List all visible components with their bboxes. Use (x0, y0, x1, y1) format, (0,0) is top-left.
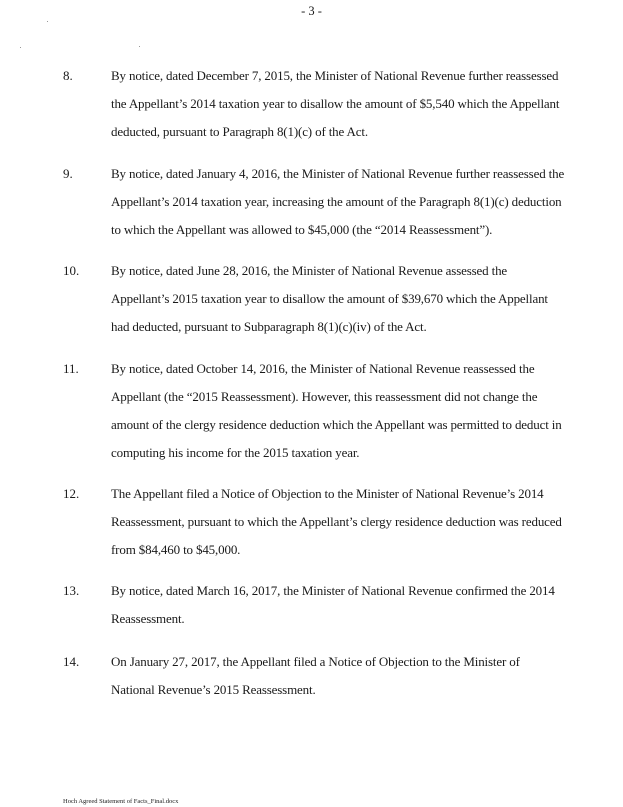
paragraph-line: The Appellant filed a Notice of Objection to the Minister of National Revenue’s 2014 (111, 486, 544, 501)
paragraph-line: National Revenue’s 2015 Reassessment. (111, 682, 316, 697)
paragraph-line: Reassessment. (111, 611, 185, 626)
paragraph-line: Appellant’s 2015 taxation year to disallow the amount of $39,670 which the Appellant (111, 291, 548, 306)
paragraph-number: 14. (63, 654, 80, 669)
paragraph-number: 11. (63, 361, 79, 376)
paragraph-line: By notice, dated January 4, 2016, the Minister of National Revenue further reassessed the (111, 166, 565, 181)
paragraph-line: By notice, dated June 28, 2016, the Minister of National Revenue assessed the (111, 263, 508, 278)
paragraph-line: the Appellant’s 2014 taxation year to disallow the amount of $5,540 which the Appellant (111, 96, 560, 111)
paragraph-line: amount of the clergy residence deduction which the Appellant was permitted to deduct in (111, 417, 562, 432)
paragraph-number: 10. (63, 263, 80, 278)
paragraph-number: 9. (63, 166, 73, 181)
scan-speck (47, 21, 48, 22)
paragraph-line: By notice, dated October 14, 2016, the Minister of National Revenue reassessed the (111, 361, 535, 376)
page-number: - 3 - (301, 4, 322, 18)
paragraph-number: 12. (63, 486, 80, 501)
scan-speck (139, 46, 140, 47)
paragraph-line: On January 27, 2017, the Appellant filed a Notice of Objection to the Minister of (111, 654, 520, 669)
paragraph-line: computing his income for the 2015 taxation year. (111, 445, 360, 460)
footer-filename: Hoch Agreed Statement of Facts_Final.docx (63, 798, 179, 805)
paragraph-line: from $84,460 to $45,000. (111, 542, 241, 557)
paragraph-line: By notice, dated December 7, 2015, the Minister of National Revenue further reassessed (111, 68, 559, 83)
scan-speck (20, 47, 21, 48)
paragraph-line: Reassessment, pursuant to which the Appellant’s clergy residence deduction was reduced (111, 514, 562, 529)
paragraph-line: deducted, pursuant to Paragraph 8(1)(c) of the Act. (111, 124, 368, 139)
paragraph-number: 8. (63, 68, 73, 83)
paragraph-line: Appellant’s 2014 taxation year, increasing the amount of the Paragraph 8(1)(c) deduction (111, 194, 562, 209)
paragraph-number: 13. (63, 583, 80, 598)
paragraph-line: to which the Appellant was allowed to $45,000 (the “2014 Reassessment”). (111, 222, 493, 237)
paragraph-line: had deducted, pursuant to Subparagraph 8(1)(c)(iv) of the Act. (111, 319, 427, 334)
paragraph-line: Appellant (the “2015 Reassessment). However, this reassessment did not change the (111, 389, 538, 404)
paragraph-line: By notice, dated March 16, 2017, the Minister of National Revenue confirmed the 2014 (111, 583, 555, 598)
